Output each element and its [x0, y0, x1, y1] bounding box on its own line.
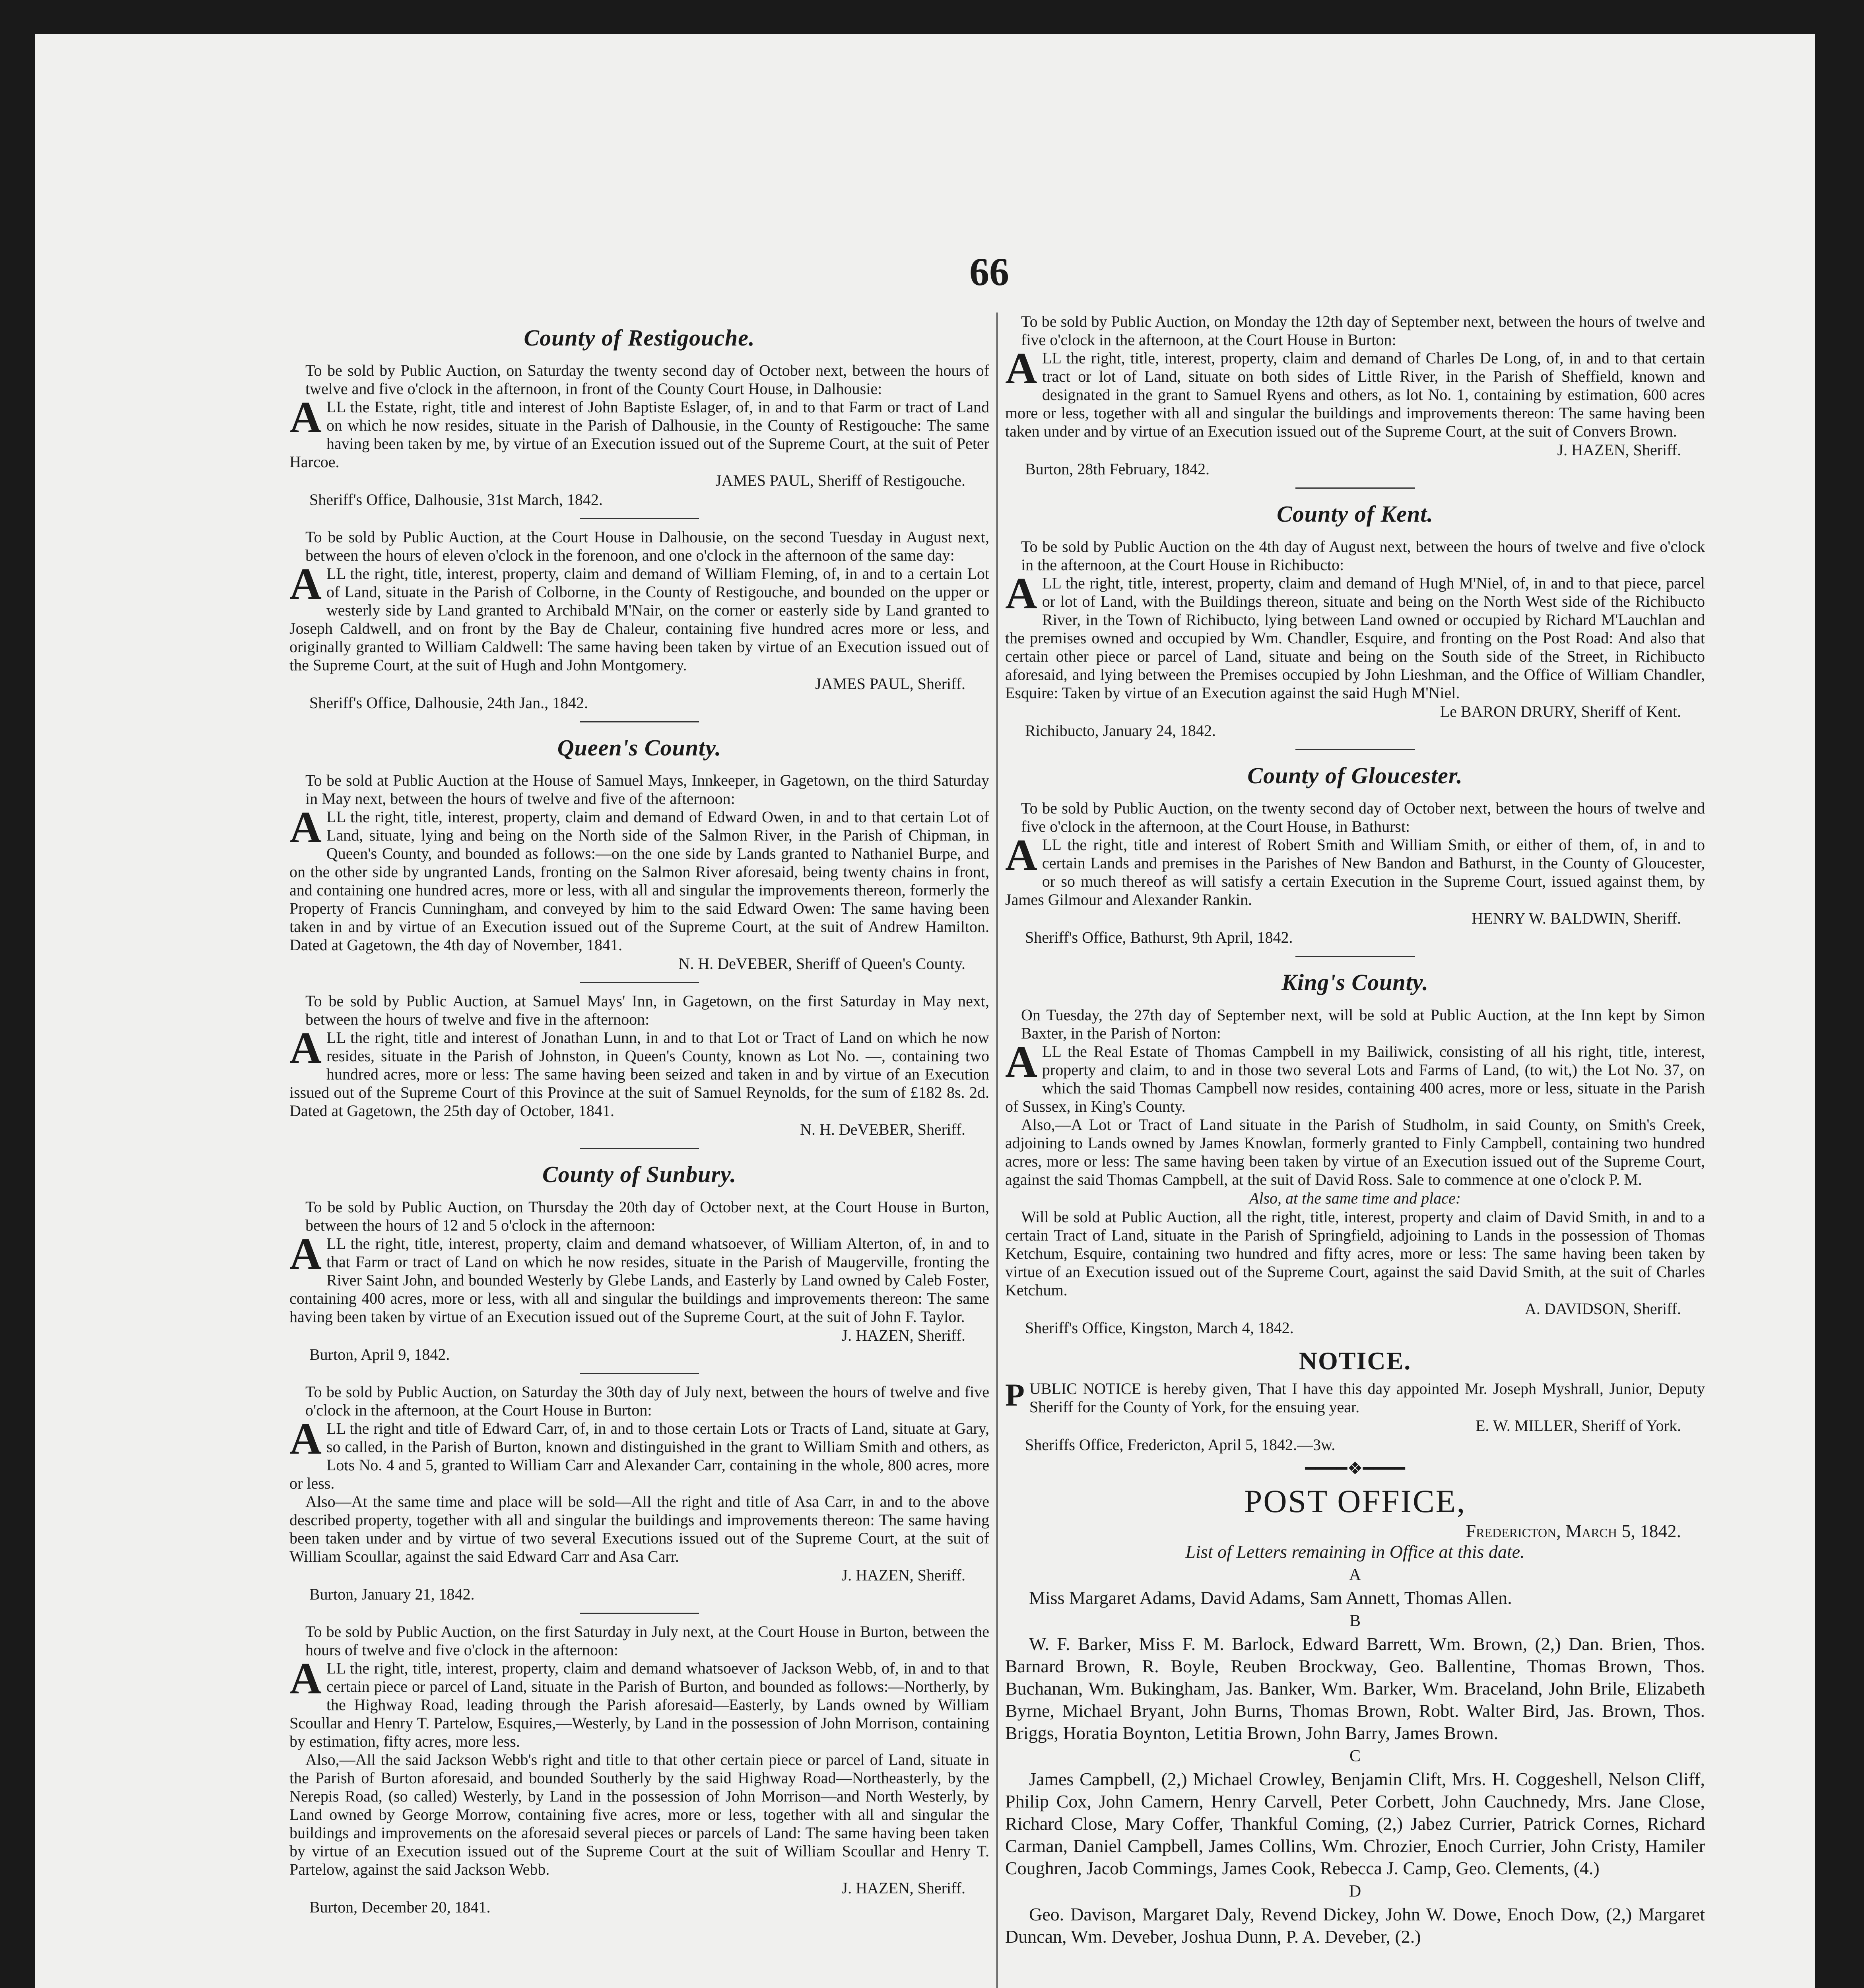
notice-lead: To be sold by Public Auction, on Saturday the twenty second day of October next, between the hours of twelve and five o'clock in the afternoon, in front of the County Court House, in Dalhousie:	[305, 361, 989, 398]
notice-signature: J. HAZEN, Sheriff.	[841, 1566, 965, 1584]
notice-lead: To be sold by Public Auction on the 4th day of August next, between the hours of twelve and five o'clock in the afternoon, at the Court House in Richibucto:	[1021, 538, 1705, 574]
letter-section-names: James Campbell, (2,) Michael Crowley, Benjamin Clift, Mrs. H. Coggeshell, Nelson Cliff, Philip Cox, John Camern, Henry Carvell, Peter Corbett, John Cauchnedy, Mrs. Jane Close, Richard Close, Mary Coffer, Thankful Coming, (2,) Jabez Currier, Patrick Cornes, Richard Carman, Daniel Campbell, James Collins, Wm. Chrozier, Enoch Currier, John Cristy, Hamiler Coughren, Jacob Commings, James Cook, Rebecca J. Camp, Geo. Clements, (4.)	[1005, 1769, 1705, 1878]
notice-lead: To be sold by Public Auction, on Thursday the 20th day of October next, at the Court House in Burton, between the hours of 12 and 5 o'clock in the afternoon:	[305, 1198, 989, 1234]
letter-section-heading: B	[1349, 1612, 1361, 1630]
notice-date: Sheriff's Office, Kingston, March 4, 1842.	[1025, 1319, 1294, 1337]
drop-cap: A	[289, 1023, 322, 1073]
letter-section-heading: D	[1349, 1882, 1361, 1901]
heading-queens: Queen's County.	[557, 735, 722, 761]
notice-lead: To be sold at Public Auction at the House of Samuel Mays, Innkeeper, in Gagetown, on the third Saturday in May next, between the hours of twelve and five of the afternoon:	[305, 771, 989, 808]
notice-date: Richibucto, January 24, 1842.	[1025, 722, 1216, 740]
drop-cap: A	[289, 559, 322, 609]
notice-body: ALL the right, title, interest, property, claim and demand of William Fleming, of, in and to a certain Lot of Land, situate in the Parish of Colborne, in the County of Restigouche, and bounded on the upper or westerly side by Land granted to Archibald M'Nair, on the corner or easterly side by Land granted to Joseph Caldwell, and on front by the Bay de Chaleur, containing five hundred acres more or less, and originally granted to William Caldwell: The same having been taken by virtue of an Execution issued out of the Supreme Court, at the suit of Hugh and John Montgomery.	[289, 559, 989, 674]
notice-signature: J. HAZEN, Sheriff.	[841, 1879, 965, 1897]
heading-notice: NOTICE.	[1299, 1347, 1412, 1375]
notice-date: Sheriff's Office, Dalhousie, 24th Jan., 1842.	[309, 694, 588, 712]
notice-signature: HENRY W. BALDWIN, Sheriff.	[1472, 909, 1681, 927]
right-column	[1005, 313, 1705, 1948]
notice-also: Also,—All the said Jackson Webb's right and title to that other certain piece or parcel of Land, situate in the Parish of Burton aforesaid, and bounded Southerly by the said Highway Road—Northeasterly, by the Nerepis Road, (so called) Westerly, by Land in the possession of John Morrison—and North Westerly, by Land owned by George Morrow, containing five acres, more or less, together with all and singular the buildings and improvements on the aforesaid several pieces or parcels of Land: The same having been taken by virtue of an Execution issued out of the Supreme Court at the suit of William Scoullar and Henry T. Partelow, against the said Jackson Webb.	[289, 1751, 989, 1878]
notice-also: Also,—A Lot or Tract of Land situate in the Parish of Studholm, in said County, on Smith's Creek, adjoining to Lands owned by James Knowlan, formerly granted to Finly Campbell, containing two hundred acres, more or less: The same having been taken by virtue of an Execution issued out of the Supreme Court, against the said Thomas Campbell, at the suit of David Ross. Sale to commence at one o'clock P. M.	[1005, 1116, 1705, 1188]
heading-post-office: POST OFFICE,	[1244, 1483, 1466, 1519]
post-office-dateline: Fredericton, March 5, 1842.	[1466, 1521, 1681, 1541]
notice-date: Burton, 28th February, 1842.	[1025, 460, 1210, 478]
drop-cap: P	[1005, 1378, 1025, 1413]
notice-body: ALL the right, title and interest of Robert Smith and William Smith, or either of them, of, in and to certain Lands and premises in the Parishes of New Bandon and Bathurst, in the County of Gloucester, or so much thereof as will satisfy a certain Execution in the Supreme Court, issued against them, by James Gilmour and Alexander Rankin.	[1005, 831, 1705, 909]
letter-section-names: W. F. Barker, Miss F. M. Barlock, Edward Barrett, Wm. Brown, (2,) Dan. Brien, Thos. Barnard Brown, R. Boyle, Reuben Brockway, Geo. Ballentine, Thomas Brown, Thos. Buchanan, Wm. Bukingham, Jas. Banker, Wm. Barker, Wm. Braceland, John Brile, Elizabeth Byrne, Michael Bryant, John Burns, Thomas Brown, Robt. Walter Bird, Jas. Brown, Thos. Briggs, Horatia Boynton, Letitia Brown, John Barry, James Brown.	[1005, 1634, 1705, 1743]
notice-signature: J. HAZEN, Sheriff.	[841, 1326, 965, 1344]
notice-body: ALL the Real Estate of Thomas Campbell in my Bailiwick, consisting of all his right, title, interest, property and claim, to and in those two several Lots and Farms of Land, (to wit,) the Lot No. 37, on which the said Thomas Campbell now resides, containing 400 acres, more or less, situate in the Parish of Sussex, in King's County.	[1005, 1037, 1705, 1115]
letters-list	[1005, 1565, 1705, 1948]
drop-cap: A	[289, 803, 322, 852]
divider	[580, 518, 699, 519]
notice-body: ALL the right, title, interest, property, claim and demand of Charles De Long, of, in and to that certain tract or lot of Land, situate on both sides of Little River, in the Parish of Sheffield, known and designated in the grant to Samuel Ryens and others, as lot No. 1, containing by estimation, 600 acres more or less, together with all and singular the buildings and improvements thereon: The same having been taken under and by virtue of an Execution issued out of the Supreme Court, at the suit of Convers Brown.	[1005, 344, 1705, 440]
notice-body: ALL the right and title of Edward Carr, of, in and to those certain Lots or Tracts of Land, situate at Gary, so called, in the Parish of Burton, known and distinguished in the grant to William Smith and others, as Lots No. 4 and 5, granted to William Carr and Alexander Carr, containing in the whole, 800 acres, more or less.	[289, 1414, 989, 1492]
notice-lead: To be sold by Public Auction, on the first Saturday in July next, at the Court House in Burton, between the hours of twelve and five o'clock in the afternoon:	[305, 1623, 989, 1659]
drop-cap: A	[1005, 344, 1037, 393]
heading-kent: County of Kent.	[1277, 501, 1433, 527]
also-heading: Also, at the same time and place:	[1249, 1189, 1461, 1207]
drop-cap: A	[289, 393, 322, 442]
letter-section-heading: A	[1349, 1566, 1361, 1584]
drop-cap: A	[1005, 569, 1037, 618]
newspaper-page	[35, 34, 1815, 1988]
notice-date: Sheriff's Office, Dalhousie, 31st March, 1842.	[309, 491, 603, 509]
left-column	[289, 313, 989, 1917]
notice-signature: JAMES PAUL, Sheriff.	[815, 675, 965, 693]
notice-body: ALL the right, title and interest of Jonathan Lunn, in and to that Lot or Tract of Land on which he now resides, situate in the Parish of Johnston, in Queen's County, known as Lot No. —, containing two hundred acres, more or less: The same having been seized and taken in and by virtue of an Execution issued out of the Supreme Court of this Province at the suit of Samuel Reynolds, for the sum of £182 8s. 2d. Dated at Gagetown, the 25th day of October, 1841.	[289, 1023, 989, 1120]
divider	[1295, 749, 1415, 750]
drop-cap: A	[289, 1654, 322, 1703]
letter-section-names: Geo. Davison, Margaret Daly, Revend Dickey, John W. Dowe, Enoch Dow, (2,) Margaret Duncan, Wm. Deveber, Joshua Dunn, P. A. Deveber, (2.)	[1005, 1904, 1705, 1947]
heading-kings: King's County.	[1282, 969, 1429, 995]
notice-signature: A. DAVIDSON, Sheriff.	[1525, 1300, 1681, 1318]
notice-also: Also—At the same time and place will be sold—All the right and title of Asa Carr, in and to the above described property, together with all and singular the buildings and improvements thereon: The same having been taken under and by virtue of two several Executions issued out of the Supreme Court, at the suit of William Scoullar, against the said Edward Carr and Asa Carr.	[289, 1493, 989, 1565]
notice-body: PUBLIC NOTICE is hereby given, That I have this day appointed Mr. Joseph Myshrall, Junior, Deputy Sheriff for the County of York, for the ensuing year.	[1005, 1378, 1705, 1416]
notice-lead: On Tuesday, the 27th day of September next, will be sold at Public Auction, at the Inn kept by Simon Baxter, in the Parish of Norton:	[1021, 1006, 1705, 1042]
notice-lead: To be sold by Public Auction, on Monday the 12th day of September next, between the hours of twelve and five o'clock in the afternoon, at the Court House in Burton:	[1021, 313, 1705, 349]
notice-lead: To be sold by Public Auction, on Saturday the 30th day of July next, between the hours of twelve and five o'clock in the afternoon, at the Court House in Burton:	[305, 1383, 989, 1419]
divider	[580, 1373, 699, 1374]
post-office-subtitle: List of Letters remaining in Office at this date.	[1185, 1541, 1525, 1562]
notice-signature: J. HAZEN, Sheriff.	[1557, 441, 1681, 459]
divider	[580, 982, 699, 983]
notice-signature: N. H. DeVEBER, Sheriff.	[800, 1120, 965, 1138]
column-rule	[996, 313, 998, 1988]
notice-lead: To be sold by Public Auction, at Samuel Mays' Inn, in Gagetown, on the first Saturday in May next, between the hours of twelve and five in the afternoon:	[305, 992, 989, 1028]
notice-date: Sheriff's Office, Bathurst, 9th April, 1842.	[1025, 928, 1293, 946]
notice-signature: JAMES PAUL, Sheriff of Restigouche.	[715, 472, 965, 489]
drop-cap: A	[289, 1229, 322, 1279]
notice-body: ALL the Estate, right, title and interest of John Baptiste Eslager, of, in and to that Farm or tract of Land on which he now resides, situate in the Parish of Dalhousie, in the County of Restigouche: The same having been taken by me, by virtue of an Execution issued out of the Supreme Court, at the suit of Peter Harcoe.	[289, 393, 989, 471]
notice-date: Burton, December 20, 1841.	[309, 1898, 491, 1916]
notice-lead: To be sold by Public Auction, at the Court House in Dalhousie, on the second Tuesday in August next, between the hours of eleven o'clock in the forenoon, and one o'clock in the afternoon of the same day:	[305, 528, 989, 564]
divider	[580, 1613, 699, 1614]
page-number: 66	[969, 250, 1009, 294]
letter-section-names: Miss Margaret Adams, David Adams, Sam Annett, Thomas Allen.	[1029, 1588, 1512, 1608]
drop-cap: A	[1005, 831, 1037, 880]
notice-signature: Le BARON DRURY, Sheriff of Kent.	[1440, 703, 1681, 720]
letter-section-heading: C	[1349, 1747, 1361, 1765]
divider	[1295, 487, 1415, 489]
notice-date: Burton, April 9, 1842.	[309, 1345, 450, 1363]
notice-signature: N. H. DeVEBER, Sheriff of Queen's County.	[678, 955, 965, 973]
notice-date: Sheriffs Office, Fredericton, April 5, 1842.—3w.	[1025, 1436, 1336, 1454]
divider	[580, 721, 699, 722]
ornament-icon: ━━━━❖━━━━	[1305, 1459, 1405, 1478]
heading-gloucester: County of Gloucester.	[1247, 763, 1463, 788]
drop-cap: A	[1005, 1037, 1037, 1087]
divider	[1295, 956, 1415, 957]
notice-body: ALL the right, title, interest, property, claim and demand of Hugh M'Niel, of, in and to that piece, parcel or lot of Land, with the Buildings thereon, situate and being on the North West side of the Richibucto River, in the Town of Richibucto, lying between Land owned or occupied by Richard M'Lauchlan and the premises owned and occupied by Wm. Chandler, Esquire, and fronting on the Post Road: And also that certain other piece or parcel of Land, situate and being on the South side of the Street, in Richibucto aforesaid, and lying between the Premises occupied by John Lieshman, and the Office of William Chandler, Esquire: Taken by virtue of an Execution against the said Hugh M'Niel.	[1005, 569, 1705, 702]
notice-signature: E. W. MILLER, Sheriff of York.	[1475, 1417, 1681, 1435]
heading-restigouche: County of Restigouche.	[524, 325, 755, 351]
heading-sunbury: County of Sunbury.	[542, 1161, 737, 1187]
notice-body: ALL the right, title, interest, property, claim and demand whatsoever, of William Alterton, of, in and to that Farm or tract of Land on which he now resides, situate in the Parish of Maugerville, fronting the River Saint John, and bounded Westerly by Glebe Lands, and Easterly by Land owned by Caleb Foster, containing 400 acres, more or less, with all and singular the buildings and improvements thereon: The same having been taken by virtue of an Execution issued out of the Supreme Court, at the suit of John F. Taylor.	[289, 1229, 989, 1326]
notice-body: ALL the right, title, interest, property, claim and demand of Edward Owen, in and to that certain Lot of Land, situate, lying and being on the North side of the Salmon River, in the Parish of Chipman, in Queen's County, and bounded as follows:—on the one side by Lands granted to Nathaniel Burpe, and on the other side by ungranted Lands, fronting on the Salmon River aforesaid, being twenty chains in front, and containing one hundred acres, more or less, with all and singular the improvements thereon, formerly the Property of Francis Cunningham, and conveyed by him to the said Edward Owen: The same having been taken in and by virtue of an Execution issued out of the Supreme Court, at the suit of Andrew Hamilton. Dated at Gagetown, the 4th day of November, 1841.	[289, 803, 989, 954]
notice-also: Will be sold at Public Auction, all the right, title, interest, property and claim of David Smith, in and to a certain Tract of Land, situate in the Parish of Springfield, adjoining to Lands in the possession of Thomas Ketchum, Esquire, containing two hundred and fifty acres, more or less: The same having been taken by virtue of an Execution issued out of the Supreme Court, against the said David Smith, at the suit of Charles Ketchum.	[1005, 1208, 1705, 1299]
notice-body: ALL the right, title, interest, property, claim and demand whatsoever of Jackson Webb, of, in and to that certain piece or parcel of Land, situate in the Parish of Burton, and bounded as follows:—Northerly, by the Highway Road, leading through the Parish aforesaid—Easterly, by Lands owned by William Scoullar and Henry T. Partelow, Esquires,—Westerly, by Land in the possession of John Morrison, containing by estimation, fifty acres, more less.	[289, 1654, 989, 1750]
notice-date: Burton, January 21, 1842.	[309, 1585, 475, 1603]
drop-cap: A	[289, 1414, 322, 1464]
divider	[580, 1148, 699, 1149]
notice-lead: To be sold by Public Auction, on the twenty second day of October next, between the hours of twelve and five o'clock in the afternoon, at the Court House, in Bathurst:	[1021, 799, 1705, 835]
